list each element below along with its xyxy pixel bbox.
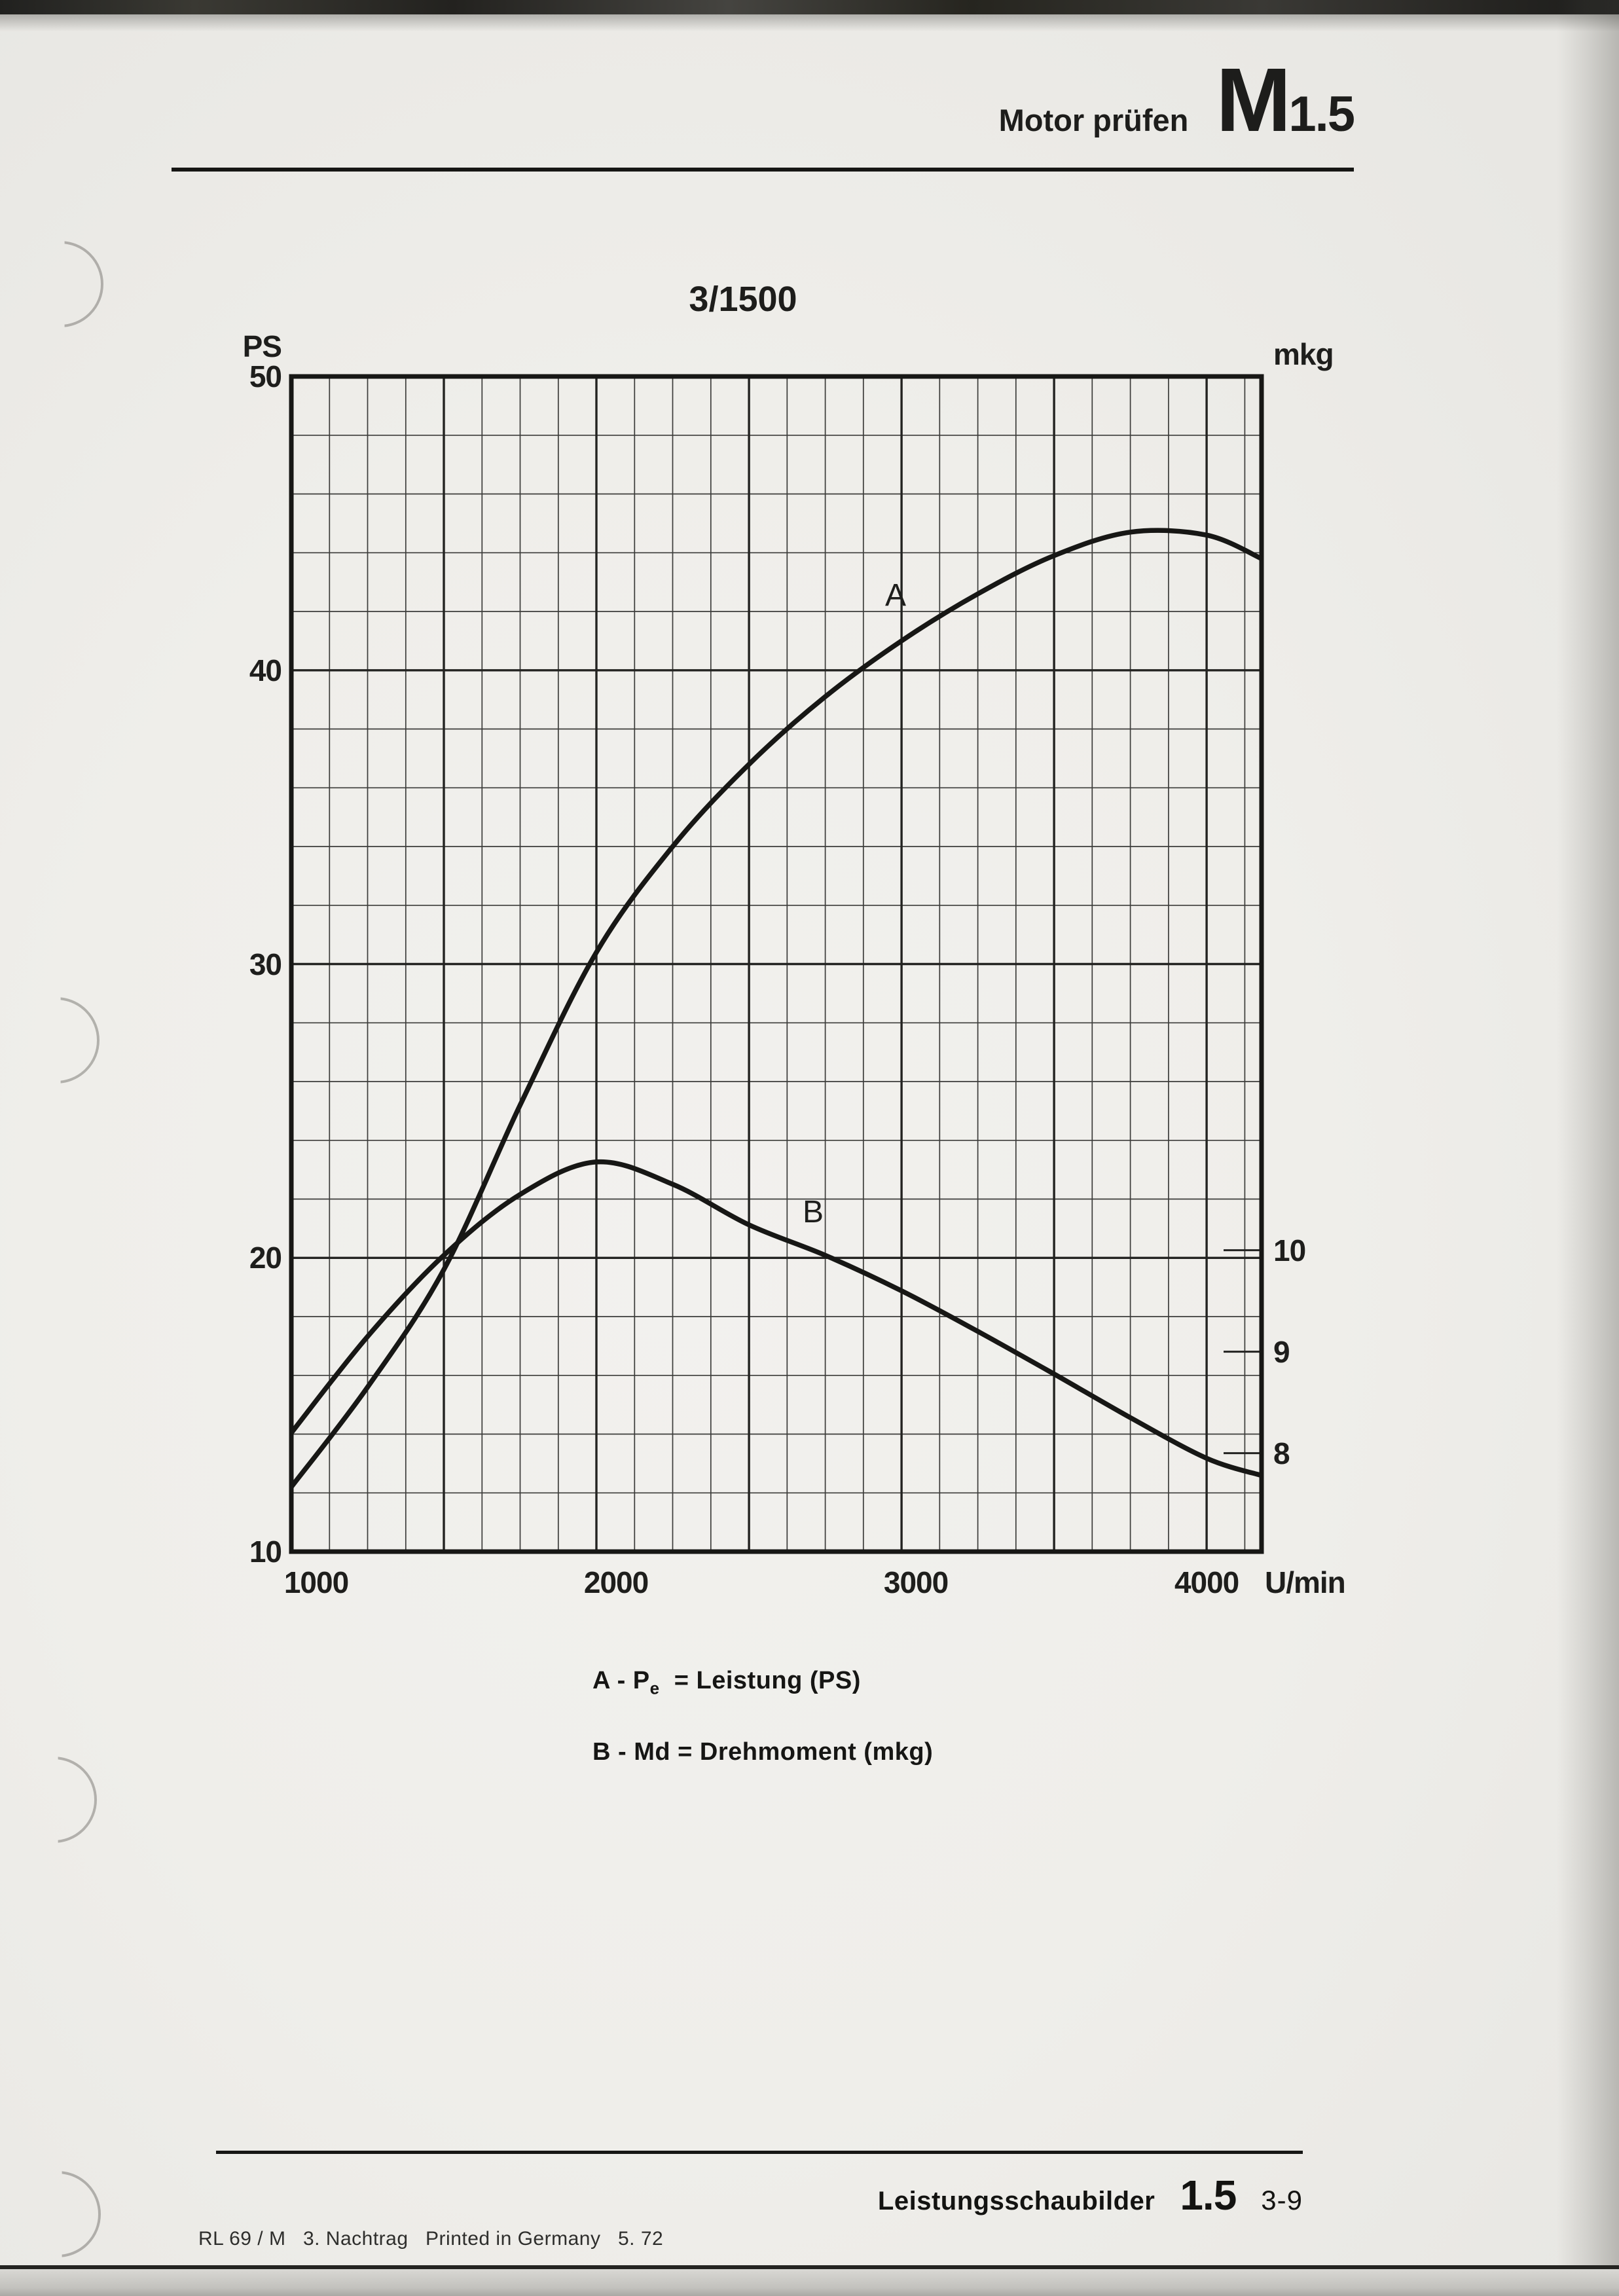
footer-right (878, 2171, 1303, 2219)
legend-a-subscript: e (649, 1678, 660, 1698)
y-right-tick-label: 10 (1273, 1233, 1306, 1267)
y-left-tick-label: 20 (249, 1241, 282, 1275)
x-axis-unit: U/min (1265, 1565, 1345, 1599)
chart-title: 3/1500 (689, 280, 797, 319)
legend-a-text: = Leistung (PS) (659, 1667, 861, 1694)
footer-section-name: Leistungsschaubilder (877, 2187, 1155, 2215)
y-right-tick-label: 8 (1273, 1436, 1290, 1470)
y-left-tick-label: 40 (249, 653, 282, 687)
footer-imprint: RL 69 / M 3. Nachtrag Printed in Germany 5. 72 (198, 2228, 664, 2250)
curve-a-label: A (885, 578, 907, 613)
y-right-tick-label: 9 (1273, 1334, 1290, 1369)
footer-page-number: 3-9 (1261, 2185, 1303, 2215)
y-left-tick-label: 50 (249, 359, 282, 393)
y-left-axis-unit: PS (242, 329, 282, 363)
legend-a-prefix: A - P (592, 1667, 650, 1694)
mkg-tick-marks (1224, 1250, 1262, 1453)
x-tick-label: 2000 (583, 1565, 649, 1599)
x-tick-label: 4000 (1174, 1565, 1239, 1599)
footer-rule (216, 2151, 1303, 2154)
y-right-axis-unit: mkg (1273, 337, 1334, 371)
y-left-tick-label: 10 (249, 1535, 282, 1569)
legend-row-b (592, 1738, 933, 1766)
section-code-letter: M (1216, 50, 1289, 151)
legend-row-a (592, 1667, 933, 1699)
section-title: Motor prüfen (998, 103, 1189, 137)
chart-legend (592, 1667, 933, 1806)
curve-b (291, 1162, 1262, 1476)
footer-section-code: 1.5 (1180, 2172, 1237, 2219)
x-tick-label: 1000 (283, 1565, 349, 1599)
x-tick-label: 3000 (883, 1565, 949, 1599)
legend-b-text: B - Md = Drehmoment (mkg) (592, 1738, 934, 1766)
y-left-tick-label: 30 (249, 947, 282, 981)
curve-b-label: B (803, 1195, 824, 1230)
curve-a (291, 530, 1262, 1487)
section-code-number: 1.5 (1288, 86, 1354, 142)
